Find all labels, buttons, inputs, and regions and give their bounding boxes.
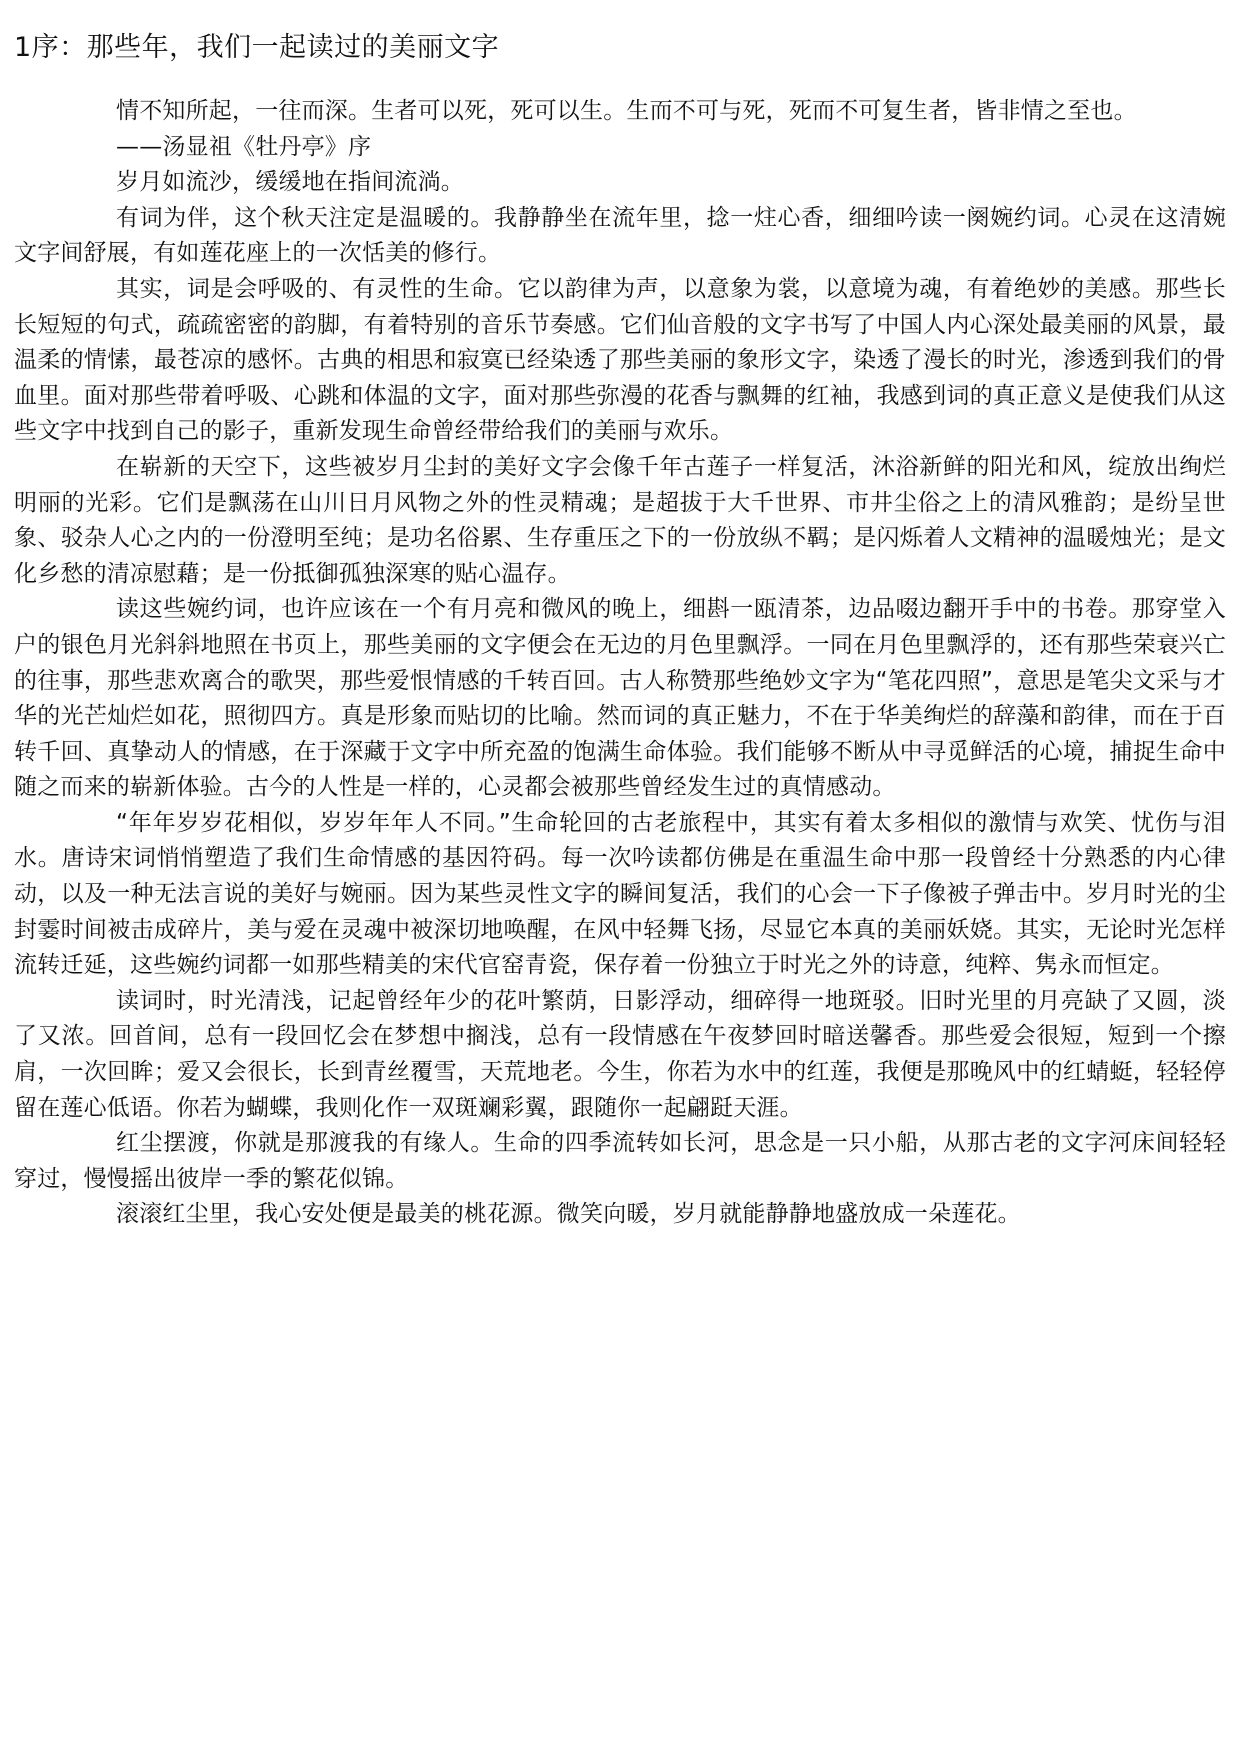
epigraph-attribution: ——汤显祖《牡丹亭》序	[116, 133, 372, 160]
paragraph: 读这些婉约词，也许应该在一个有月亮和微风的晚上，细斟一瓯清茶，边品啜边翻开手中的书卷。那穿堂入户的银色月光斜斜地照在书页上，那些美丽的文字便会在无边的月色里飘浮。一同在月色里飘浮的，还有那些荣衰兴亡的往事，那些悲欢离合的歌哭，那些爱恨情感的千转百回。古人称赞那些绝妙文字为“笔花四照”，意思是笔尖文采与才华的光芒灿烂如花，照彻四方。真是形象而贴切的比喻。然而词的真正魅力，不在于华美绚烂的辞藻和韵律，而在于百转千回、真挚动人的情感，在于深藏于文字中所充盈的饱满生命体验。我们能够不断从中寻觅鲜活的心境，捕捉生命中随之而来的崭新体验。古今的人性是一样的，心灵都会被那些曾经发生过的真情感动。	[14, 596, 1226, 801]
paragraph: 岁月如流沙，缓缓地在指间流淌。	[116, 169, 464, 196]
paragraph: 其实，词是会呼吸的、有灵性的生命。它以韵律为声，以意象为裳，以意境为魂，有着绝妙的美感。那些长长短短的句式，疏疏密密的韵脚，有着特别的音乐节奏感。它们仙音般的文字书写了中国人内心深处最美丽的风景，最温柔的情愫，最苍凉的感怀。古典的相思和寂寞已经染透了那些美丽的象形文字，染透了漫长的时光，渗透到我们的骨血里。面对那些带着呼吸、心跳和体温的文字，面对那些弥漫的花香与飘舞的红袖，我感到词的真正意义是使我们从这些文字中找到自己的影子，重新发现生命曾经带给我们的美丽与欢乐。	[14, 275, 1226, 445]
paragraph: 有词为伴，这个秋天注定是温暖的。我静静坐在流年里，捻一炷心香，细细吟读一阕婉约词。心灵在这清婉文字间舒展，有如莲花座上的一次恬美的修行。	[14, 204, 1226, 267]
paragraph: 读词时，时光清浅，记起曾经年少的花叶繁荫，日影浮动，细碎得一地斑驳。旧时光里的月亮缺了又圆，淡了又浓。回首间，总有一段回忆会在梦想中搁浅，总有一段情感在午夜梦回时暗送馨香。那些爱会很短，短到一个擦肩，一次回眸；爱又会很长，长到青丝覆雪，天荒地老。今生，你若为水中的红莲，我便是那晚风中的红蜻蜓，轻轻停留在莲心低语。你若为蝴蝶，我则化作一双斑斓彩翼，跟随你一起翩跹天涯。	[14, 987, 1226, 1121]
paragraph: 滚滚红尘里，我心安处便是最美的桃花源。微笑向暖，岁月就能静静地盛放成一朵莲花。	[116, 1201, 1021, 1228]
epigraph-quote: 情不知所起，一往而深。生者可以死，死可以生。生而不可与死，死而不可复生者，皆非情之至也。	[116, 98, 1137, 124]
paragraph: 在崭新的天空下，这些被岁月尘封的美好文字会像千年古莲子一样复活，沐浴新鲜的阳光和风，绽放出绚烂明丽的光彩。它们是飘荡在山川日月风物之外的性灵精魂；是超拔于大千世界、市井尘俗之上的清风雅韵；是纷呈世象、驳杂人心之内的一份澄明至纯；是功名俗累、生存重压之下的一份放纵不羁；是闪烁着人文精神的温暖烛光；是文化乡愁的清凉慰藉；是一份抵御孤独深寒的贴心温存。	[14, 453, 1226, 587]
chapter-title: 1序：那些年，我们一起读过的美丽文字	[14, 32, 500, 63]
paragraph: 红尘摆渡，你就是那渡我的有缘人。生命的四季流转如长河，思念是一只小船，从那古老的文字河床间轻轻穿过，慢慢摇出彼岸一季的繁花似锦。	[14, 1130, 1226, 1192]
body-text	[14, 94, 1226, 1233]
paragraph: “年年岁岁花相似，岁岁年年人不同。”生命轮回的古老旅程中，其实有着太多相似的激情与欢笑、忧伤与泪水。唐诗宋词悄悄塑造了我们生命情感的基因符码。每一次吟读都仿佛是在重温生命中那一段曾经十分熟悉的内心律动，以及一种无法言说的美好与婉丽。因为某些灵性文字的瞬间复活，我们的心会一下子像被子弹击中。岁月时光的尘封霎时间被击成碎片，美与爱在灵魂中被深切地唤醒，在风中轻舞飞扬，尽显它本真的美丽妖娆。其实，无论时光怎样流转迁延，这些婉约词都一如那些精美的宋代官窑青瓷，保存着一份独立于时光之外的诗意，纯粹、隽永而恒定。	[14, 809, 1226, 979]
